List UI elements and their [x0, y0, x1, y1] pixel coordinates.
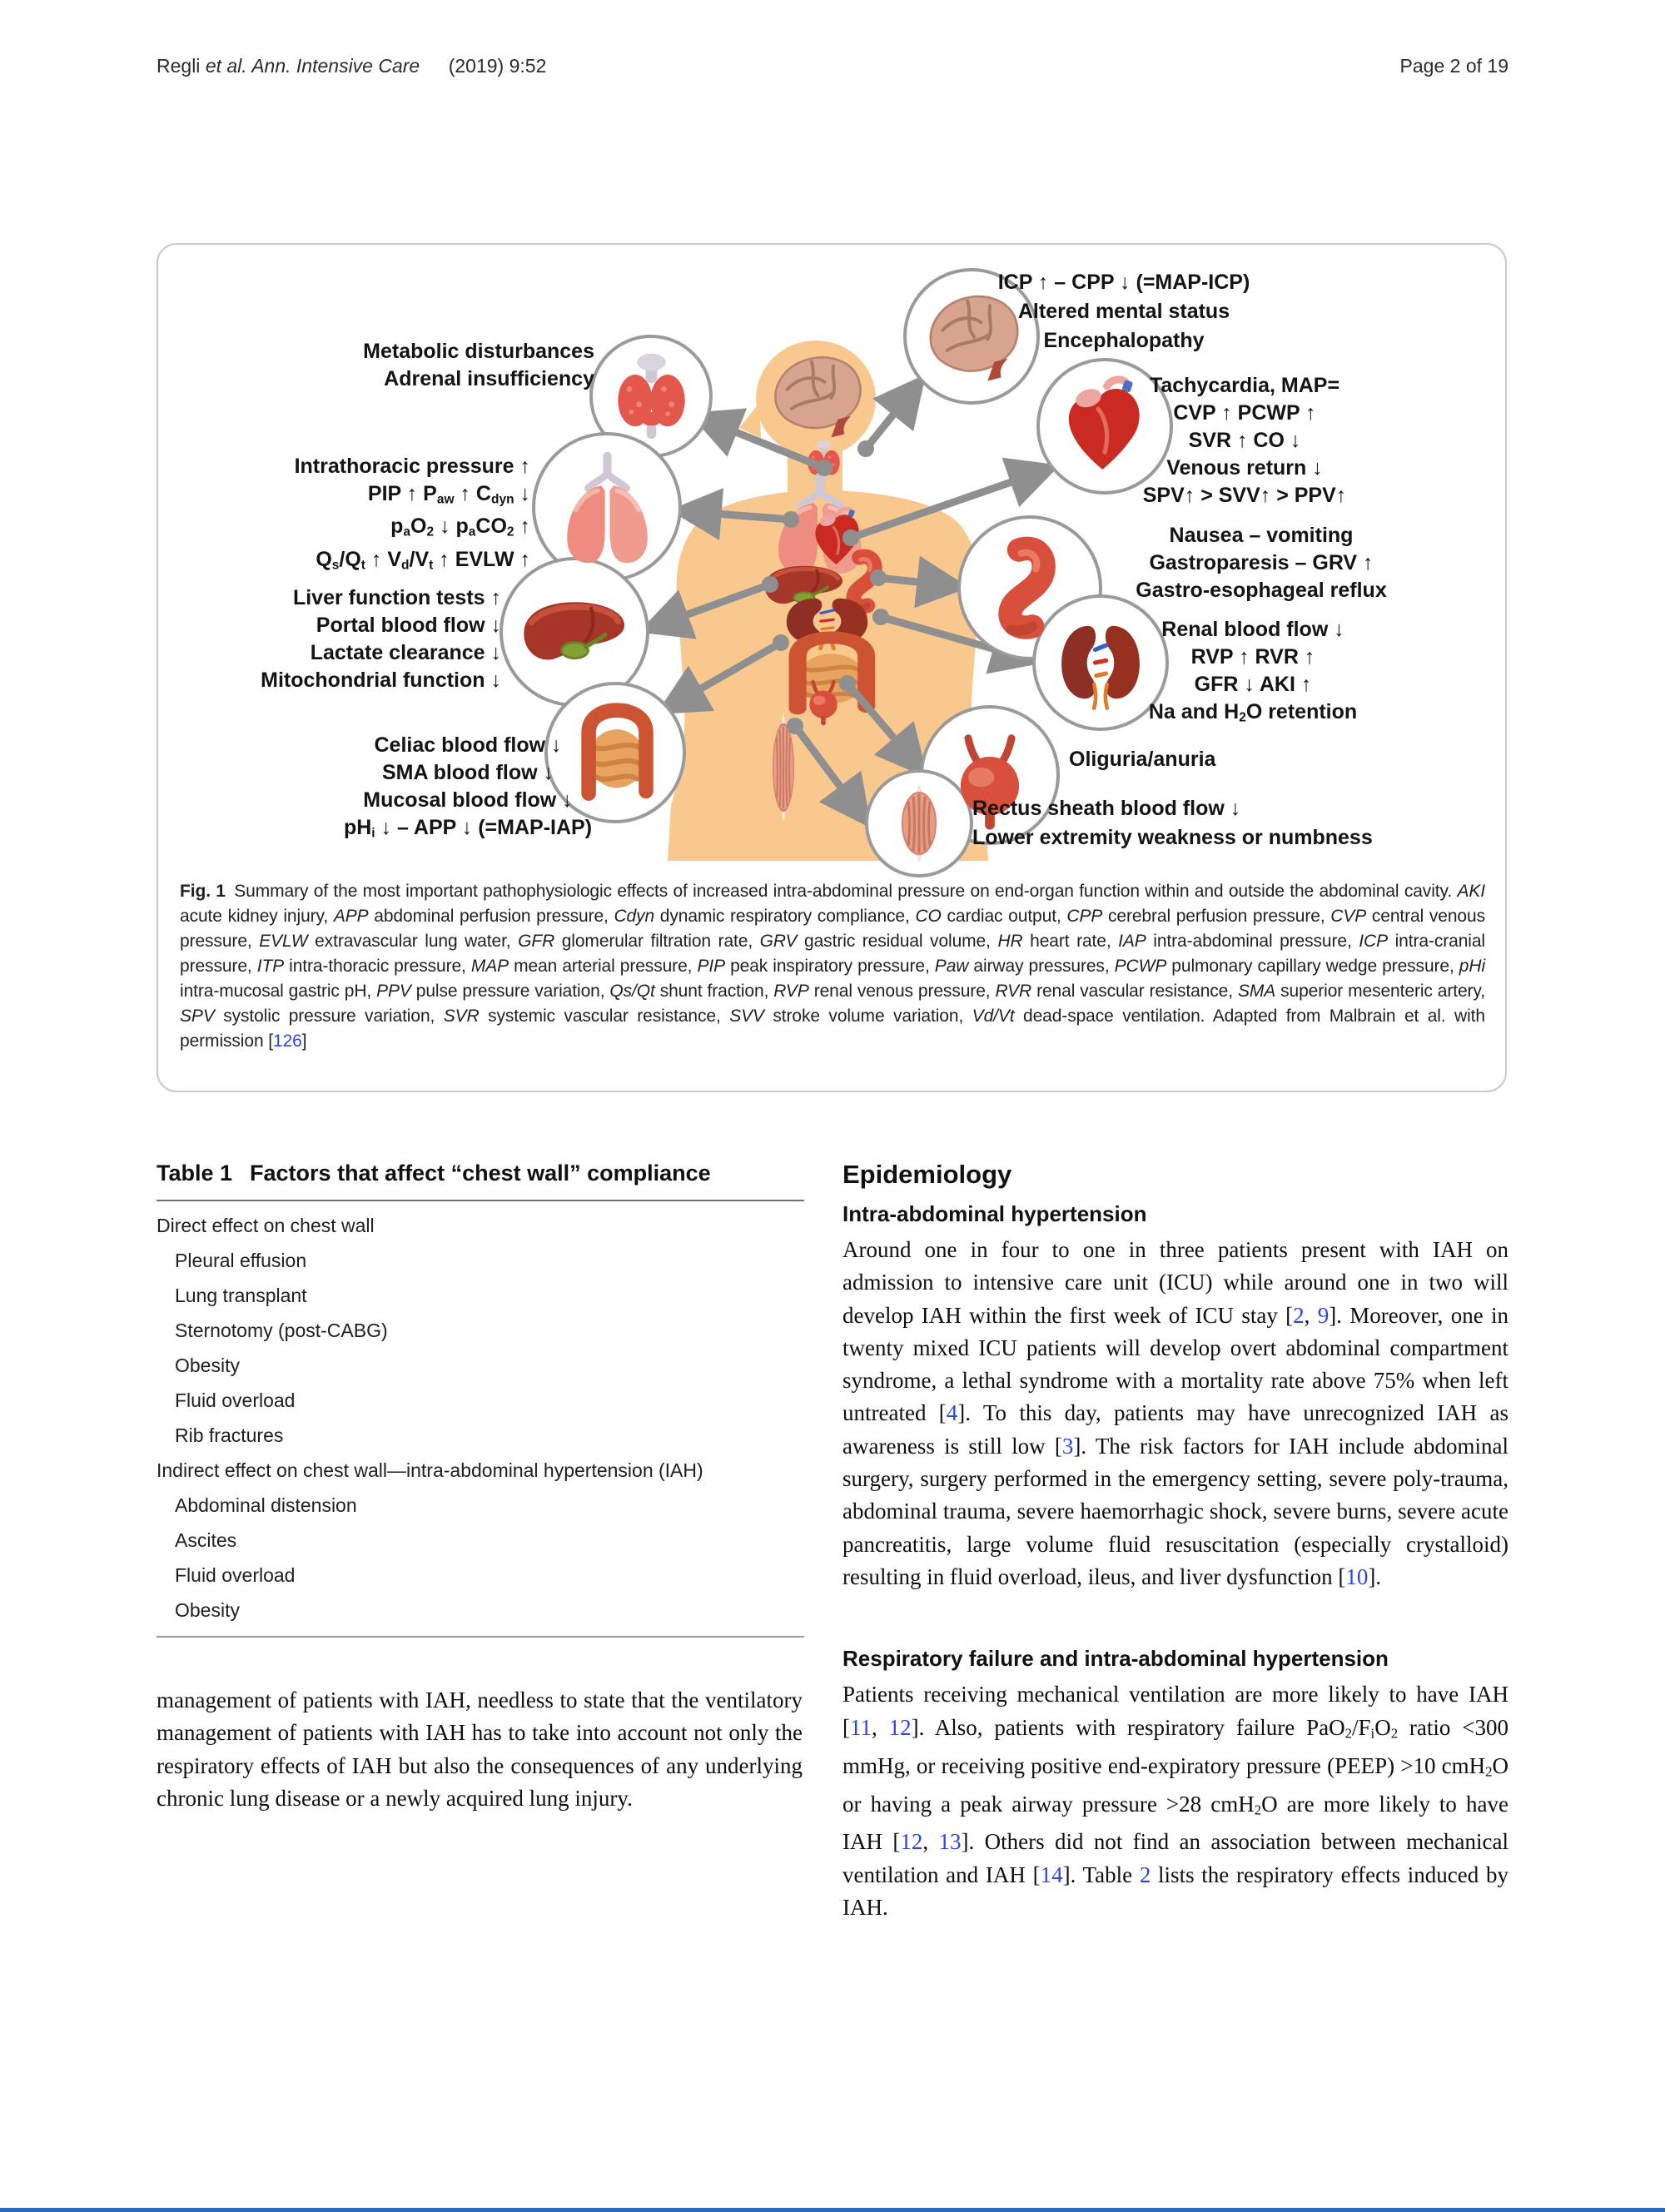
- table-rule: [157, 1636, 804, 1638]
- figure-label-hepatic: Liver function tests ↑ Portal blood flow ↓ Lactate clearance ↓ Mitochondrial function ↓: [261, 586, 501, 692]
- citation-link[interactable]: 2: [1293, 1302, 1305, 1328]
- citation-link[interactable]: 10: [1345, 1563, 1369, 1589]
- section-heading-epidemiology: Epidemiology: [842, 1160, 1012, 1189]
- table-1: [157, 1161, 804, 1638]
- citation-link[interactable]: 4: [946, 1400, 958, 1426]
- table-row: Obesity: [175, 1355, 240, 1376]
- table-1-title: Table 1 Factors that affect “chest wall” compliance: [157, 1161, 711, 1186]
- table-row: Indirect effect on chest wall—intra-abdominal hypertension (IAH): [157, 1459, 703, 1481]
- citation-link[interactable]: 11: [850, 1714, 872, 1740]
- figure-label-metabolic: Metabolic disturbances Adrenal insufficiency: [363, 340, 594, 390]
- table-row: Pleural effusion: [175, 1250, 307, 1271]
- citation-link[interactable]: 12: [900, 1829, 923, 1855]
- figure-label-muscular: Rectus sheath blood flow ↓ Lower extremity weakness or numbness: [972, 797, 1373, 849]
- figure-label-gastric: Nausea – vomiting Gastroparesis – GRV ↑ Gastro-esophageal reflux: [1136, 524, 1387, 602]
- table-1-rows: [157, 1208, 804, 1628]
- figure-1-caption: Fig. 1 Summary of the most important pathophysiologic effects of increased intra-abdominal pressure on end-organ function within and outside the abdominal cavity. AKI acute kidney injury, APP abdominal perfusion pressure, Cdyn dynamic respiratory compliance, CO cardiac output, CPP cerebral perfusion pressure, CVP central venous pressure, EVLW extravascular lung water, GFR glomerular filtration rate, GRV gastric residual volume, HR heart rate, IAP intra-abdominal pressure, ICP intra-cranial pressure, ITP intra-thoracic pressure, MAP mean arterial pressure, PIP peak inspiratory pressure, Paw airway pressures, PCWP pulmonary capillary wedge pressure, pHi intra-mucosal gastric pH, PPV pulse pressure variation, Qs/Qt shunt fraction, RVP renal venous pressure, RVR renal vascular resistance, SMA superior mesenteric artery, SPV systolic pressure variation, SVR systemic vascular resistance, SVV stroke volume variation, Vd/Vt dead-space ventilation. Adapted from Malbrain et al. with permission [126]: [180, 882, 1486, 1051]
- citation-link[interactable]: 126: [273, 1031, 302, 1051]
- citation-link[interactable]: 2: [1139, 1862, 1151, 1887]
- body-paragraph-ventilatory-management: management of patients with IAH, needless to state that the ventilatory management of patients with IAH has to take into account not only the respiratory effects of IAH but also the consequences of any underlying chronic lung disease or a newly acquired lung injury.: [157, 1688, 803, 1811]
- figure-label-splanchnic: Celiac blood flow ↓ SMA blood flow ↓ Mucosal blood flow ↓ pHi ↓ – APP ↓ (=MAP-IAP): [343, 733, 593, 841]
- table-row: Fluid overload: [175, 1389, 296, 1411]
- right-column: [842, 1159, 1508, 1924]
- figure-1-panel: [157, 243, 1507, 1092]
- figure-label-renal: Renal blood flow ↓ RVP ↑ RVR ↑ GFR ↓ AKI ↑ Na and H2O retention: [1148, 618, 1358, 725]
- table-row: Sternotomy (post-CABG): [175, 1320, 388, 1341]
- table-row: Fluid overload: [175, 1564, 296, 1586]
- table-row: Obesity: [175, 1599, 240, 1621]
- table-rule: [157, 1200, 804, 1201]
- citation-link[interactable]: 13: [938, 1829, 962, 1855]
- citation-link[interactable]: 12: [888, 1714, 912, 1740]
- citation-link[interactable]: 3: [1061, 1433, 1074, 1459]
- citation-link[interactable]: 14: [1040, 1862, 1063, 1887]
- subsection-heading-iah: Intra-abdominal hypertension: [842, 1201, 1147, 1226]
- page-number: Page 2 of 19: [1399, 55, 1508, 77]
- figure-label-intracranial: ICP ↑ – CPP ↓ (=MAP-ICP) Altered mental status Encephalopathy: [997, 271, 1250, 352]
- subsection-heading-respiratory-failure: Respiratory failure and intra-abdominal hypertension: [842, 1646, 1389, 1672]
- page-bottom-bar: [0, 2208, 1665, 2212]
- body-paragraph-epidemiology: Around one in four to one in three patients present with IAH on admission to intensive care unit (ICU) while around one in two will develop IAH within the first week of ICU stay [2, 9]. Moreover, one in twenty mixed ICU patients will develop overt abdominal compartment syndrome, a lethal syndrome with a mortality rate above 75% when left untreated [4]. To this day, patients may have unrecognized IAH as awareness is still low [3]. The risk factors for IAH include abdominal surgery, surgery performed in the emergency setting, severe poly-trauma, abdominal trauma, severe haemorrhagic shock, severe burns, severe acute pancreatitis, large volume fluid resuscitation (especially crystalloid) resulting in fluid overload, ileus, and liver dysfunction [10].: [842, 1237, 1508, 1589]
- body-paragraph-respiratory: Patients receiving mechanical ventilation are more likely to have IAH [11, 12]. Also, patients with respiratory failure PaO2/FiO2 ratio <300 mmHg, or receiving positive end-expiratory pressure (PEEP) >10 cmH2O or having a peak airway pressure >28 cmH2O are more likely to have IAH [12, 13]. Others did not find an association between mechanical ventilation and IAH [14]. Table 2 lists the respiratory effects induced by IAH.: [842, 1682, 1508, 1921]
- table-row: Abdominal distension: [175, 1494, 357, 1516]
- figure-label-urinary: Oliguria/anuria: [1069, 748, 1216, 771]
- table-row: Ascites: [175, 1529, 237, 1551]
- citation-link[interactable]: 9: [1317, 1302, 1330, 1328]
- table-row: Rib fractures: [175, 1424, 284, 1446]
- table-row: Lung transplant: [175, 1285, 307, 1306]
- table-row: Direct effect on chest wall: [157, 1215, 375, 1236]
- figure-label-respiratory: Intrathoracic pressure ↑ PIP ↑ Paw ↑ Cdyn ↓ paO2 ↓ paCO2 ↑ Qs/Qt ↑ Vd/Vt ↑ EVLW ↑: [294, 455, 530, 573]
- figure-label-cardiac: Tachycardia, MAP= CVP ↑ PCWP ↑ SVR ↑ CO ↓ Venous return ↓ SPV↑ > SVV↑ > PPV↑: [1142, 374, 1347, 507]
- running-head-citation: Regli et al. Ann. Intensive Care (2019) 9:52: [157, 55, 547, 77]
